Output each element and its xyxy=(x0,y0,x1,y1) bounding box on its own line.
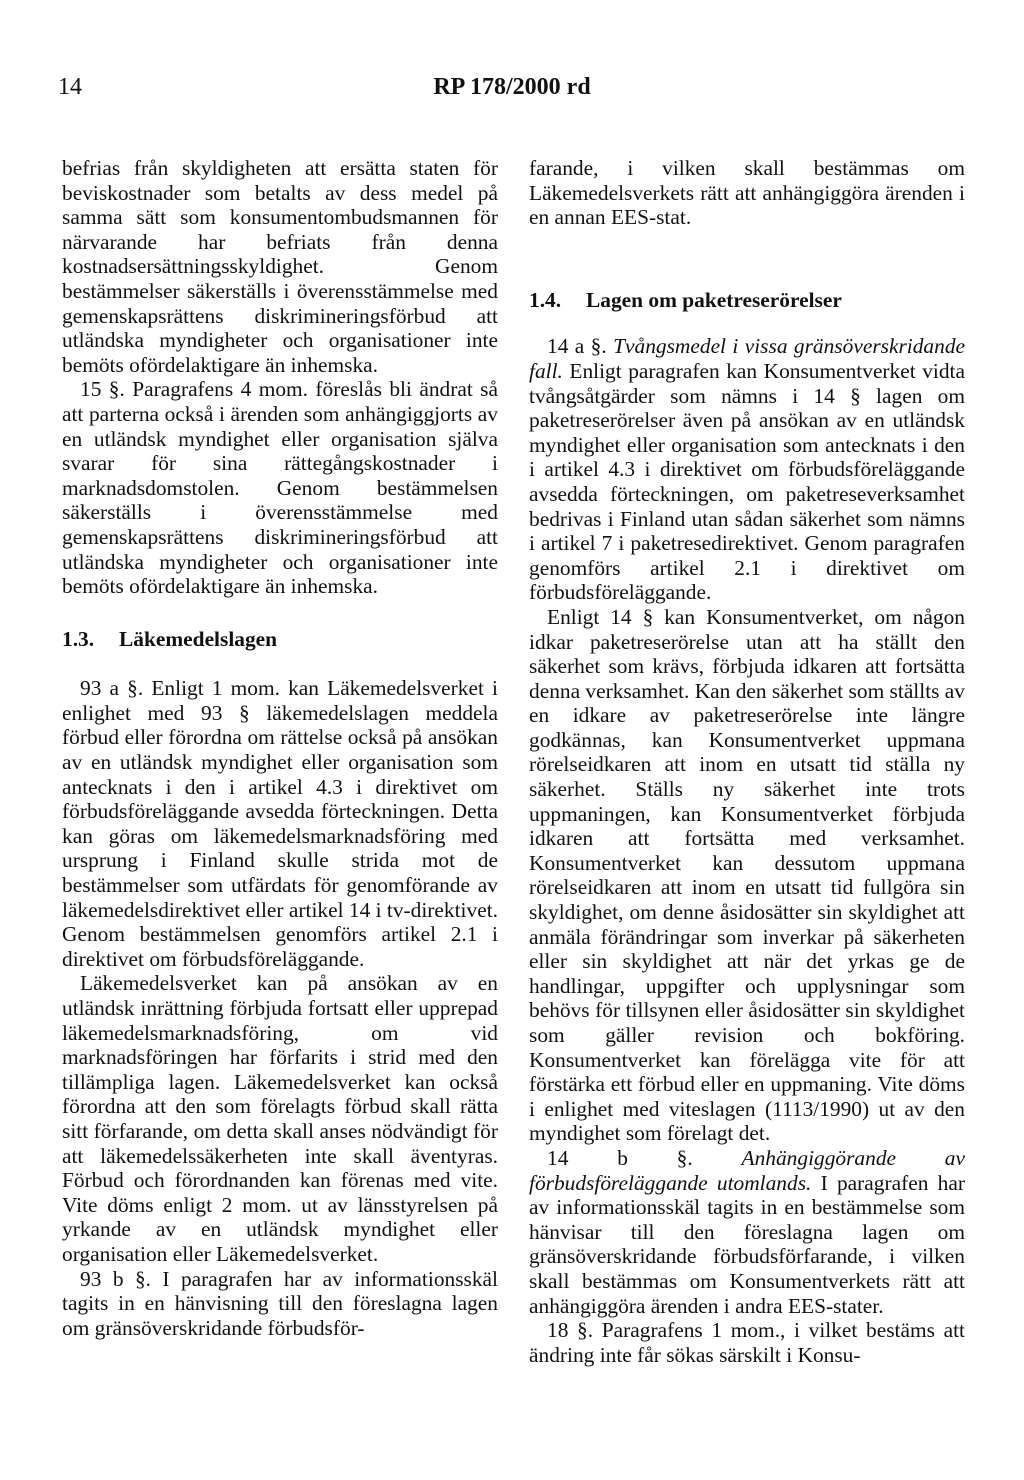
running-head: RP 178/2000 rd xyxy=(433,74,591,100)
right-column xyxy=(529,156,965,1367)
section-heading-1-3 xyxy=(62,627,498,652)
left-column xyxy=(62,156,498,1340)
paragraph-lead: 14 b §. xyxy=(547,1145,693,1170)
paragraph-body: I paragrafen har av informationsskäl tagits in en bestämmelse som hänvisar till den föreslagna lagen om gränsöverskridande förbudsförfarande, i vilken skall bestämmas om Konsumentverkets rätt att anhängiggöra ärenden i andra EES-stater. xyxy=(529,1170,965,1318)
paragraph: 93 b §. I paragrafen har av informationsskäl tagits in en hänvisning till den föreslagna lagen om gränsöverskridande förbudsför- xyxy=(62,1266,498,1340)
paragraph: 93 a §. Enligt 1 mom. kan Läkemedelsverket i enlighet med 93 § läkemedelslagen meddela förbud eller förordna om rättelse också på ansökan av en utländsk myndighet eller organisation som antecknats i den i artikel 4.3 i direktivet om förbudsföreläggande avsedda förteckningen. Detta kan göras om läkemedelsmarknadsföring med ursprung i Finland skulle strida mot de bestämmelser som utfärdats för genomförande av läkemedelsdirektivet eller artikel 14 i tv-direktivet. Genom bestämmelsen genomförs artikel 2.1 i direktivet om förbudsföreläggande. xyxy=(62,676,498,971)
paragraph-italic-title: Tvångsmedel i vissa gränsöverskridande fall. xyxy=(529,334,966,383)
section-number: 1.3. xyxy=(62,626,95,651)
section-title: Lagen om paketreserörelser xyxy=(586,287,842,312)
page-number: 14 xyxy=(58,74,82,100)
section-heading-1-4 xyxy=(529,288,965,313)
paragraph: 18 §. Paragrafens 1 mom., i vilket bestäms att ändring inte får sökas särskilt i Konsu- xyxy=(529,1318,965,1367)
paragraph-body: Enligt paragrafen kan Konsumentverket vidta tvångsåtgärder som nämns i 14 § lagen om paketreserörelser även på ansökan av en utländsk myndighet eller organisation som antecknats i den i artikel 4.3 i direktivet om förbudsföreläggande avsedda förteckningen, om paketreseverksamhet bedrivas i Finland utan sådan säkerhet som nämns i artikel 7 i paketresedirektivet. Genom paragrafen genomförs artikel 2.1 i direktivet om förbudsföreläggande. xyxy=(529,358,965,605)
paragraph: befrias från skyldigheten att ersätta staten för beviskostnader som betalts av dess medel på samma sätt som konsumentombudsmannen för närvarande har befriats från denna kostnadsersättningsskyldighet. Genom bestämmelser säkerställs i överensstämmelse med gemenskapsrättens diskrimineringsförbud att utländska myndigheter och organisationer inte bemöts ofördelaktigare än inhemska. xyxy=(62,156,498,377)
page-header xyxy=(0,74,1024,110)
paragraph: 15 §. Paragrafens 4 mom. föreslås bli ändrat så att parterna också i ärenden som anhängiggjorts av en utländsk myndighet eller organisation själva svarar för sina rättegångskostnader i marknadsdomstolen. Genom bestämmelsen säkerställs i överensstämmelse med gemenskapsrättens diskrimineringsförbud att utländska myndigheter och organisationer inte bemöts ofördelaktigare än inhemska. xyxy=(62,377,498,599)
paragraph xyxy=(529,1146,965,1318)
paragraph-italic-title: Anhängiggörande av förbudsföreläggande utomlands. xyxy=(529,1145,965,1195)
paragraph: Enligt 14 § kan Konsumentverket, om någon idkar paketreserörelse utan att ha ställt den säkerhet som krävs, förbjuda idkaren att fortsätta denna verksamhet. Kan den säkerhet som ställts av en idkare av paketreserörelse inte längre godkännas, kan Konsumentverket uppmana rörelseidkaren att inom en utsatt tid ställa ny säkerhet. Ställs ny säkerhet inte trots uppmaningen, kan Konsumentverket förbjuda idkaren att fortsätta med verksamhet. Konsumentverket kan dessutom uppmana rörelseidkaren att inom en utsatt tid fullgöra sin skyldighet, om denne åsidosätter sin skyldighet att anmäla förändringar som inverkar på säkerheten eller sin skyldighet att när det yrkas ge de handlingar, uppgifter och upplysningar som behövs för tillsynen eller åsidosätter sin skyldighet som gäller revision och bokföring. Konsumentverket kan förelägga vite för att förstärka ett förbud eller en uppmaning. Vite döms i enlighet med viteslagen (1113/1990) ut av den myndighet som förelagt det. xyxy=(529,604,966,1146)
section-title: Läkemedelslagen xyxy=(119,626,278,651)
paragraph: farande, i vilken skall bestämmas om Läkemedelsverkets rätt att anhängiggöra ärenden i en annan EES-stat. xyxy=(529,156,965,230)
section-number: 1.4. xyxy=(529,287,562,312)
paragraph: Läkemedelsverket kan på ansökan av en utländsk inrättning förbjuda fortsatt eller upprepad läkemedelsmarknadsföring, om vid marknadsföringen har förfarits i strid med den tillämpliga lagen. Läkemedelsverket kan också förordna att den som förelagts förbud skall rätta sitt förfarande, om detta skall anses nödvändigt för att läkemedelssäkerheten inte skall äventyras. Förbud och förordnanden kan förenas med vite. Vite döms enligt 2 mom. ut av länsstyrelsen på yrkande av en utländsk myndighet eller organisation eller Läkemedelsverket. xyxy=(62,971,498,1266)
paragraph xyxy=(529,334,965,605)
paragraph-lead: 14 a §. xyxy=(547,334,607,359)
